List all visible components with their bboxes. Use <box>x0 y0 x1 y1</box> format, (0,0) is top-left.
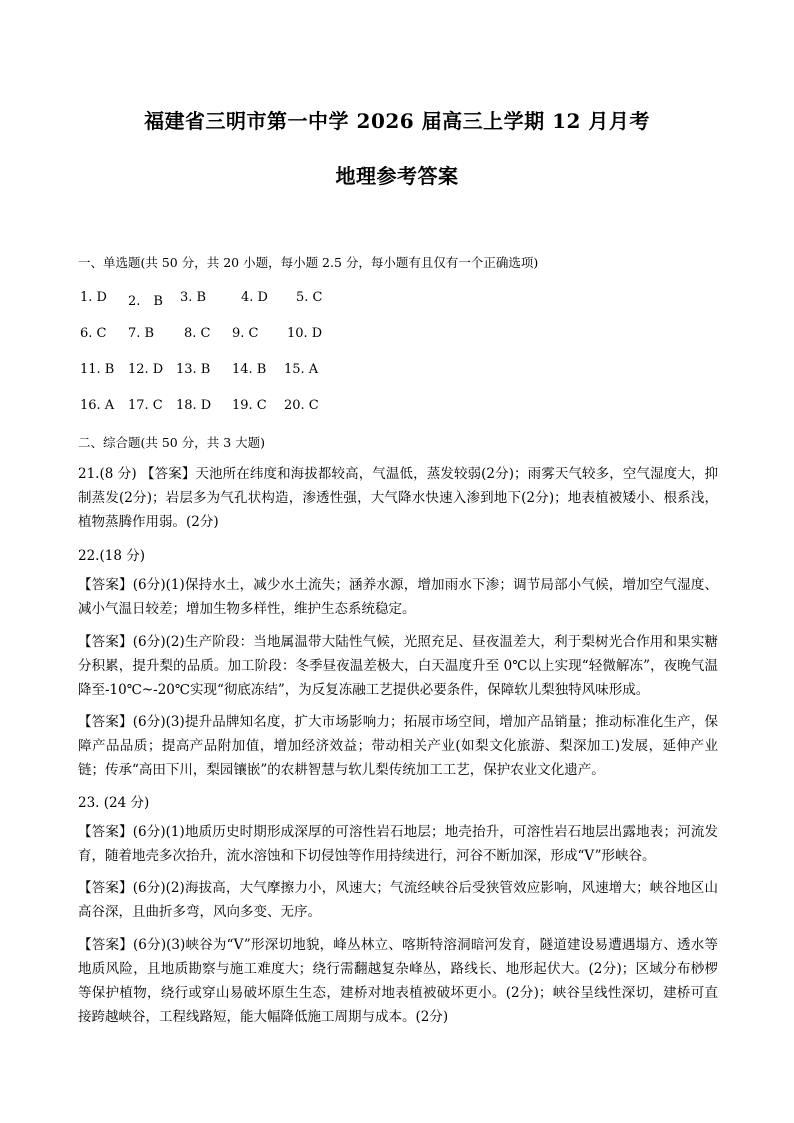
answer-row <box>80 398 344 413</box>
answer-item: 18. D <box>176 398 212 413</box>
answer-item: 16. A <box>80 398 115 413</box>
answer-item: 19. C <box>232 398 267 413</box>
answer-item: 2. B <box>128 294 163 309</box>
answer-item: 7. B <box>128 326 155 341</box>
answer-row <box>80 362 344 377</box>
document-subtitle: 地理参考答案 <box>335 164 459 188</box>
q23-heading: 23. (24 分) <box>78 795 150 811</box>
answer-item: 4. D <box>241 290 268 305</box>
answer-item: 13. B <box>176 362 211 377</box>
q22-part2-answer: 【答案】(6分)(2)生产阶段：当地属温带大陆性气候，光照充足、昼夜温差大，利于梨树光合作用和果实糖分积累，提升梨的品质。加工阶段：冬季昼夜温差极大，白天温度升至 0℃以上实现“轻微解冻”，夜晚气温降至-10℃~-20℃实现“彻底冻结”，为反复冻融工艺提供必要条件，保障软儿梨独特风味形成。 <box>78 634 718 698</box>
answer-item: 14. B <box>232 362 267 377</box>
answer-item: 8. C <box>184 326 211 341</box>
document-title: 福建省三明市第一中学 2026 届高三上学期 12 月月考 <box>144 109 650 133</box>
answer-item: 15. A <box>284 362 319 377</box>
answer-item: 5. C <box>296 290 323 305</box>
q23-part3-answer: 【答案】(6分)(3)峡谷为“V”形深切地貌，峰丛林立、喀斯特溶洞暗河发育，隧道建设易遭遇塌方、透水等地质风险，且地质勘察与施工难度大；绕行需翻越复杂峰丛，路线长、地形起伏大。(2分)；区域分布桫椤等保护植物，绕行或穿山易破坏原生生态，建桥对地表植被破坏更小。(2分)；峡谷呈线性深切，建桥可直接跨越峡谷，工程线路短，能大幅降低施工周期与成本。(2分) <box>78 937 718 1025</box>
answer-row <box>80 326 347 341</box>
answer-item: 10. D <box>287 326 323 341</box>
answer-item: 6. C <box>80 326 107 341</box>
q21-answer: 21.(8 分) 【答案】天池所在纬度和海拔都较高，气温低，蒸发较弱(2分)；雨雾天气较多，空气湿度大，抑制蒸发(2分)；岩层多为气孔状构造，渗透性强，大气降水快速入渗到地下(2分)；地表植被矮小、根系浅，植物蒸腾作用弱。(2分) <box>78 466 718 530</box>
answer-row <box>80 290 356 309</box>
q23-part1-answer: 【答案】(6分)(1)地质历史时期形成深厚的可溶性岩石地层；地壳抬升，可溶性岩石地层出露地表；河流发育，随着地壳多次抬升，流水溶蚀和下切侵蚀等作用持续进行，河谷不断加深，形成“V”形峡谷。 <box>78 824 718 864</box>
answer-item: 12. D <box>128 362 164 377</box>
q22-part3-answer: 【答案】(6分)(3)提升品牌知名度，扩大市场影响力；拓展市场空间，增加产品销量；推动标准化生产，保障产品品质；提高产品附加值，增加经济效益；带动相关产业(如梨文化旅游、梨深加工)发展，延伸产业链；传承“高田下川，梨园镶嵌”的农耕智慧与软儿梨传统加工工艺，保护农业文化遗产。 <box>78 714 718 778</box>
q23-part2-answer: 【答案】(6分)(2)海拔高，大气摩擦力小，风速大；气流经峡谷后受狭管效应影响，风速增大；峡谷地区山高谷深，且曲折多弯，风向多变、无序。 <box>78 880 718 920</box>
answer-item: 11. B <box>80 362 115 377</box>
section2-heading: 二、综合题(共 50 分，共 3 大题) <box>78 435 266 450</box>
q22-part1-answer: 【答案】(6分)(1)保持水土，减少水土流失；涵养水源，增加雨水下渗；调节局部小气候，增加空气湿度、减小气温日较差；增加生物多样性，维护生态系统稳定。 <box>78 577 718 617</box>
section1-heading: 一、单选题(共 50 分，共 20 小题，每小题 2.5 分，每小题有且仅有一个正确选项) <box>78 255 539 270</box>
answer-item: 17. C <box>128 398 163 413</box>
answer-item: 9. C <box>232 326 259 341</box>
answer-item: 1. D <box>80 290 107 305</box>
answer-item: 3. B <box>180 290 207 305</box>
q22-heading: 22.(18 分) <box>78 548 145 564</box>
answer-item: 20. C <box>284 398 319 413</box>
